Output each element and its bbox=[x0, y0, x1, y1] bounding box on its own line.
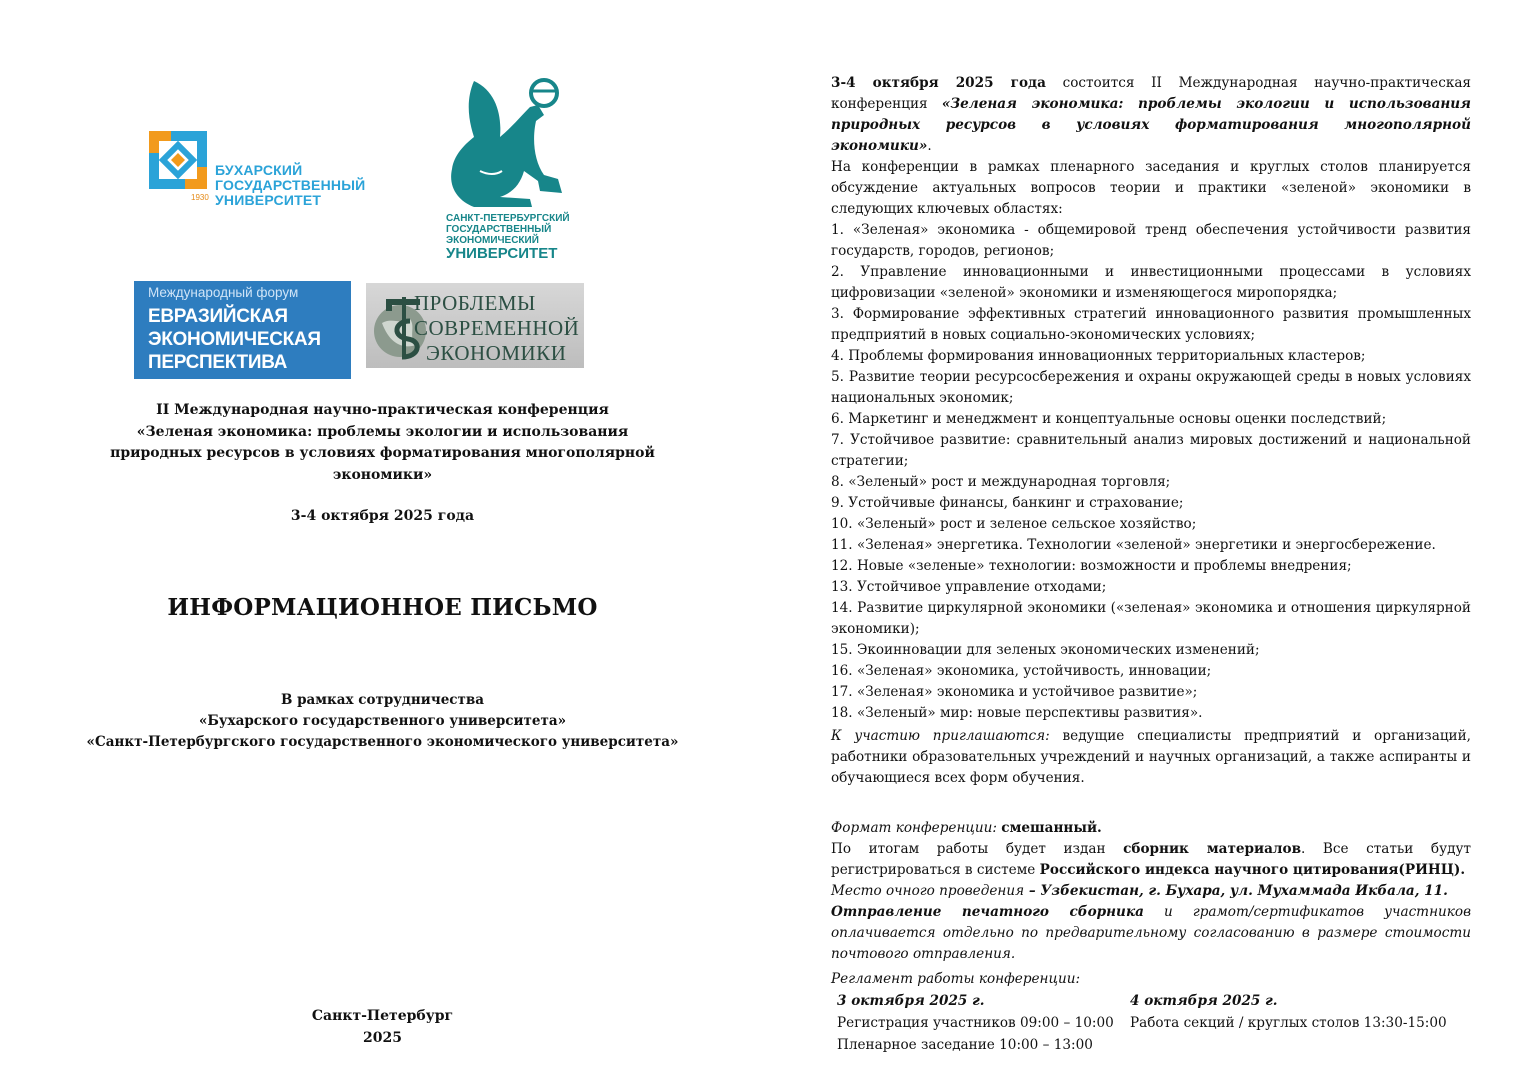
schedule-day-1: 3 октября 2025 г. Регистрация участников 09:00 – 10:00 Пленарное заседание 10:00 – 13:00 bbox=[837, 993, 1114, 1053]
intro-title: «Зеленая экономика: проблемы экологии и использования природных ресурсов в условиях форматирования многополярной экономики» bbox=[831, 96, 1471, 154]
list-item: 10. «Зеленый» рост и зеленое сельское хозяйство; bbox=[831, 516, 1197, 532]
list-item: 17. «Зеленая» экономика и устойчивое развитие»; bbox=[831, 684, 1198, 700]
venue-value: – Узбекистан, г. Бухара, ул. Мухаммада Икбала, 11. bbox=[1024, 883, 1448, 899]
format-value: смешанный. bbox=[1001, 820, 1102, 836]
forum-logo bbox=[134, 281, 351, 379]
list-item: 2. Управление инновационными и инвестиционными процессами в условиях цифровизации «зеленой» экономики и изменяющегося миропорядка; bbox=[831, 264, 1471, 301]
venue-label: Место очного проведения bbox=[831, 883, 1025, 899]
list-item: 16. «Зеленая» экономика, устойчивость, инновации; bbox=[831, 663, 1212, 679]
spbgeu-logo bbox=[440, 75, 580, 275]
conference-heading: II Международная научно-практическая конференция «Зеленая экономика: проблемы экологии и использования природных ресурсов в условиях форматирования многополярной экономики» bbox=[110, 402, 655, 483]
document-title: ИНФОРМАЦИОННОЕ ПИСЬМО bbox=[167, 594, 598, 621]
journal-logo bbox=[366, 283, 584, 368]
list-item: 14. Развитие циркулярной экономики («зеленая» экономика и отношения циркулярной экономики); bbox=[831, 600, 1471, 637]
bsu-name: БУХАРСКИЙ ГОСУДАРСТВЕННЫЙ УНИВЕРСИТЕТ bbox=[215, 162, 366, 208]
list-item: 8. «Зеленый» рост и международная торговля; bbox=[831, 474, 1171, 490]
topics-list bbox=[831, 220, 1471, 724]
list-item: 4. Проблемы формирования инновационных территориальных кластеров; bbox=[831, 348, 1366, 364]
journal-line-2: СОВРЕМЕННОЙ bbox=[414, 316, 580, 340]
list-item: 9. Устойчивые финансы, банкинг и страхование; bbox=[831, 495, 1184, 511]
cooperation-note: В рамках сотрудничества «Бухарского государственного университета» «Санкт-Петербургского государственного экономического университета» bbox=[86, 692, 679, 750]
list-item: 6. Маркетинг и менеджмент и концептуальные основы оценки последствий; bbox=[831, 411, 1387, 427]
bsu-emblem-icon bbox=[145, 127, 211, 193]
bsu-year: 1930 bbox=[191, 193, 209, 202]
city-year: Санкт-Петербург 2025 bbox=[311, 1008, 454, 1046]
conference-details: Формат конференции: смешанный. По итогам работы будет издан сборник материалов. Все статьи будут регистрироваться в системе Российского индекса научного цитирования(РИНЦ). Место очного проведения – Узбекистан, г. Бухара, ул. Мухаммада Икбала, 11. Отправление печатного сборника и грамот/сертификатов участников оплачивается отдельно по предварительному согласованию в размере стоимости почтового отправления. bbox=[831, 820, 1471, 962]
format-label: Формат конференции: bbox=[831, 820, 1002, 836]
invite-paragraph: К участию приглашаются: ведущие специалисты предприятий и организаций, работники образовательных учреждений и научных организаций, а также аспиранты и обучающиеся всех форм обучения. bbox=[831, 728, 1471, 786]
list-item: 12. Новые «зеленые» технологии: возможности и проблемы внедрения; bbox=[831, 558, 1352, 574]
list-item: 18. «Зеленый» мир: новые перспективы развития». bbox=[831, 705, 1203, 721]
list-item: 1. «Зеленая» экономика - общемировой тренд обеспечения устойчивости развития государств, городов, регионов; bbox=[831, 222, 1471, 259]
list-item: 13. Устойчивое управление отходами; bbox=[831, 579, 1107, 595]
list-item: 7. Устойчивое развитие: сравнительный анализ мировых достижений и национальной стратегии; bbox=[831, 432, 1471, 469]
invite-label: К участию приглашаются: bbox=[831, 728, 1050, 744]
intro-date: 3-4 октября 2025 года bbox=[831, 75, 1046, 91]
intro-paragraph: 3-4 октября 2025 года состоится II Международная научно-практическая конференция «Зеленая экономика: проблемы экологии и использования природных ресурсов в условиях форматирования многополярной экономики». На конференции в рамках пленарного заседания и круглых столов планируется обсуждение актуальных вопросов теории и практики «зеленой» экономики в следующих ключевых областях: 1. «Зеленая» экономика - общемировой тренд обеспечения устойчивости развития государств, городов, регионов; 2. Управление инновационными и инвестиционными процессами в условиях цифровизации «зеленой» экономики и изменяющегося миропорядка; 3. Формирование эффективных стратегий инновационного развития промышленных предприятий в новых социально-экономических условиях; 4. Проблемы формирования инновационных территориальных кластеров; 5. Развитие теории ресурсосбережения и охраны окружающей среды в новых условиях национальных экономик; 6. Маркетинг и менеджмент и концептуальные основы оценки последствий; 7. Устойчивое развитие: сравнительный анализ мировых достижений и национальной стратегии; 8. «Зеленый» рост и международная торговля; 9. Устойчивые финансы, банкинг и страхование; 10. «Зеленый» рост и зеленое сельское хозяйство; 11. «Зеленая» энергетика. Технологии «зеленой» энергетики и энергосбережение. 12. Новые «зеленые» технологии: возможности и проблемы внедрения; 13. Устойчивое управление отходами; 14. Развитие циркулярной экономики («зеленая» экономика и отношения циркулярной экономики); 15. Экоинновации для зеленых экономических изменений; 16. «Зеленая» экономика, устойчивость, инновации; 17. «Зеленая» экономика и устойчивое развитие»; 18. «Зеленый» мир: новые перспективы развития». bbox=[831, 73, 1471, 724]
right-page bbox=[765, 0, 1530, 1080]
conference-date: 3-4 октября 2025 года bbox=[290, 508, 475, 524]
list-item: 15. Экоинновации для зеленых экономических изменений; bbox=[831, 642, 1260, 658]
journal-line-1: ПРОБЛЕМЫ bbox=[414, 291, 536, 315]
schedule-title: Регламент работы конференции: bbox=[831, 971, 1081, 987]
bsu-logo bbox=[145, 125, 390, 215]
forum-subtitle: Международный форум bbox=[148, 285, 299, 300]
spbgeu-name: САНКТ-ПЕТЕРБУРГСКИЙ ГОСУДАРСТВЕННЫЙ ЭКОНОМИЧЕСКИЙ УНИВЕРСИТЕТ bbox=[446, 213, 570, 262]
griffin-icon bbox=[440, 75, 580, 210]
schedule-day-2: 4 октября 2025 г. Работа секций / круглых столов 13:30-15:00 bbox=[1130, 993, 1447, 1031]
areas-intro: На конференции в рамках пленарного заседания и круглых столов планируется обсуждение актуальных вопросов теории и практики «зеленой» экономики в следующих ключевых областях: bbox=[831, 159, 1471, 217]
list-item: 3. Формирование эффективных стратегий инновационного развития промышленных предприятий в новых социально-экономических условиях; bbox=[831, 306, 1471, 343]
list-item: 11. «Зеленая» энергетика. Технологии «зеленой» энергетики и энергосбережение. bbox=[831, 537, 1436, 553]
list-item: 5. Развитие теории ресурсосбережения и охраны окружающей среды в новых условиях национальных экономик; bbox=[831, 369, 1471, 406]
forum-title: ЕВРАЗИЙСКАЯ ЭКОНОМИЧЕСКАЯ ПЕРСПЕКТИВА bbox=[148, 306, 321, 373]
journal-line-3: ЭКОНОМИКИ bbox=[426, 341, 567, 365]
